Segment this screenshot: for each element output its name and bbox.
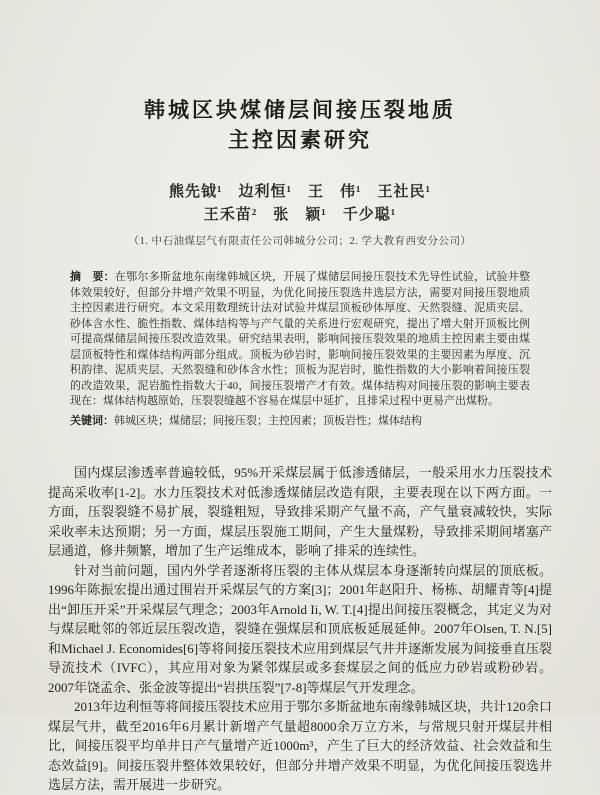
keywords-text: 韩城区块；煤储层；间接压裂；主控因素；顶板岩性；煤体结构 <box>114 414 422 427</box>
authors-line-2: 王禾苗² 张 颖¹ 千少聪¹ <box>203 207 397 223</box>
abstract-block <box>70 270 530 410</box>
paper-title-line-2: 主控因素研究 <box>228 128 372 152</box>
abstract-text: 在鄂尔多斯盆地东南缘韩城区块，开展了煤储层间接压裂技术先导性试验，试验井整体效果较好，但部分井增产效果不明显，为优化间接压裂选井选层方法，需要对间接压裂地质主控因素进行研究。本文采用数理统计法对试验井煤层顶板砂体厚度、天然裂缝、泥质夹层、砂体含水性、脆性指数、煤体结构等与产气量的关系进行宏观研究，提出了增大射开顶板比例可提高煤储层间接压裂改造效果。研究结果表明，影响间接压裂效果的地质主控因素主要由煤层顶板特性和煤体结构两部分组成。顶板为砂岩时，影响间接压裂效果的主要因素为厚度、沉积韵律、泥质夹层、天然裂缝和砂体含水性；顶板为泥岩时，脆性指数的大小影响着间接压裂的改造效果，泥岩脆性指数大于40，间接压裂增产才有效。煤体结构对间接压裂的影响主要表现在：煤体结构越原始，压裂裂缝越不容易在煤层中延扩，且排采过程中更易产出煤粉。 <box>70 271 531 407</box>
keywords-label: 关键词： <box>70 414 114 427</box>
affiliation: （1. 中石油煤层气有限责任公司韩城分公司；2. 学大教育西安分公司） <box>128 236 472 247</box>
paper-title <box>48 95 552 155</box>
keywords-block <box>70 414 530 430</box>
authors-line-1: 熊先钺¹ 边利恒¹ 王 伟¹ 王社民¹ <box>169 184 431 200</box>
body-paragraph-3: 2013年边利恒等将间接压裂技术应用于鄂尔多斯盆地东南缘韩城区块，共计120余口煤层气井，截至2016年6月累计新增产气量超8000余万立方米，与常规只射开煤层井相比，间接压裂平均单井日产气量增产近1000m³，产生了巨大的经济效益、社会效益和生态效益[9]。间接压裂井整体效果较好，但部分井增产效果不明显，为优化间接压裂选井选层方法，需开展进一步研究。 <box>48 699 552 792</box>
paper-title-line-1: 韩城区块煤储层间接压裂地质 <box>144 98 456 122</box>
paper-body <box>48 463 552 795</box>
abstract-label: 摘 要： <box>70 271 115 283</box>
body-paragraph-1: 国内煤层渗透率普遍较低，95%开采煤层属于低渗透储层，一般采用水力压裂技术提高采收率[1-2]。水力压裂技术对低渗透煤储层改造有限，主要表现在以下两方面。一方面，压裂裂缝不易扩展，裂缝粗短，导致排采期产气量不高，产气量衰减较快，实际采收率未达预期；另一方面，煤层压裂施工期间，产生大量煤粉，导致排采期间堵塞产层通道，修井频繁，增加了生产运维成本，影响了排采的连续性。 <box>48 465 552 558</box>
body-paragraph-2: 针对当前问题，国内外学者逐渐将压裂的主体从煤层本身逐渐转向煤层的顶底板。1996年陈振宏提出通过围岩开采煤层气的方案[3]；2001年赵阳升、杨栋、胡耀青等[4]提出“卸压开采”开采煤层气理念；2003年Arnold Ii, W. T.[4]提出间接压裂概念，其定义为对与煤层毗邻的邻近层压裂改造，裂缝在强煤层和顶底板延展延伸。2007年Olsen, T. N.[5]和Michael J. Economides[6]等将间接压裂技术应用到煤层气井并逐渐发展为间接垂直压裂导流技术（IVFC），其应用对象为紧邻煤层或多套煤层之间的低应力砂岩或粉砂岩。2007年饶孟余、张金波等提出“岩拱压裂”[7-8]等煤层气开发理念。 <box>48 562 552 695</box>
